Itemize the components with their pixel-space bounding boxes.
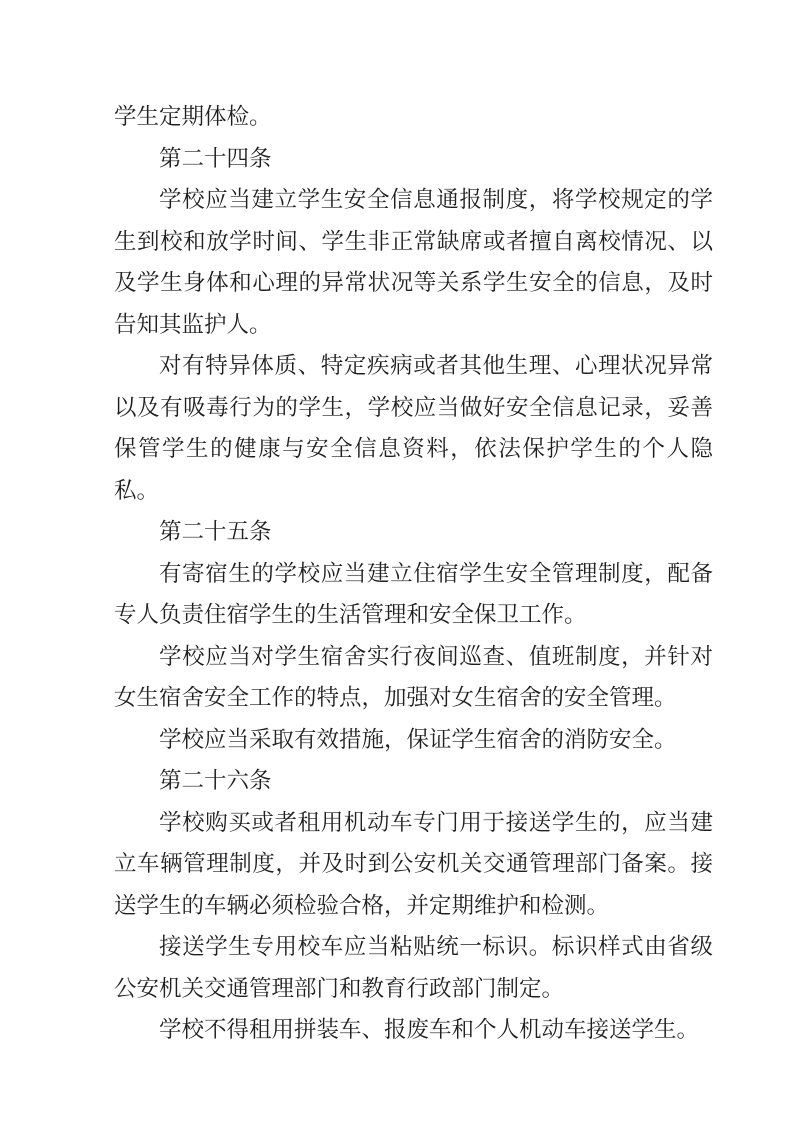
paragraph-school-bus-marking: 接送学生专用校车应当粘贴统一标识。标识样式由省级公安机关交通管理部门和教育行政部门制定。 bbox=[114, 934, 713, 1001]
paragraph-boarding-management: 有寄宿生的学校应当建立住宿学生安全管理制度，配备专人负责住宿学生的生活管理和安全保卫工作。 bbox=[114, 560, 713, 627]
paragraph-safety-information-system: 学校应当建立学生安全信息通报制度，将学校规定的学生到校和放学时间、学生非正常缺席或者擅自离校情况、以及学生身体和心理的异常状况等关系学生安全的信息，及时告知其监护人。 bbox=[114, 187, 713, 337]
paragraph-dormitory-fire-safety: 学校应当采取有效措施，保证学生宿舍的消防安全。 bbox=[159, 726, 677, 752]
document-body bbox=[114, 96, 713, 1051]
article-heading-26: 第二十六条 bbox=[159, 768, 272, 793]
paragraph-special-conditions-records: 对有特异体质、特定疾病或者其他生理、心理状况异常以及有吸毒行为的学生，学校应当做好安全信息记录，妥善保管学生的健康与安全信息资料，依法保护学生的个人隐私。 bbox=[114, 353, 713, 503]
paragraph-dormitory-patrol: 学校应当对学生宿舍实行夜间巡查、值班制度，并针对女生宿舍安全工作的特点，加强对女生宿舍的安全管理。 bbox=[114, 643, 713, 710]
article-heading-24: 第二十四条 bbox=[159, 145, 272, 171]
paragraph-continuation: 学生定期体检。 bbox=[114, 104, 272, 129]
paragraph-school-vehicle-management: 学校购买或者租用机动车专门用于接送学生的，应当建立车辆管理制度，并及时到公安机关交通管理部门备案。接送学生的车辆必须检验合格，并定期维护和检测。 bbox=[114, 809, 713, 918]
article-heading-25: 第二十五条 bbox=[159, 519, 272, 544]
paragraph-prohibited-vehicles: 学校不得租用拼装车、报废车和个人机动车接送学生。 bbox=[159, 1017, 700, 1042]
